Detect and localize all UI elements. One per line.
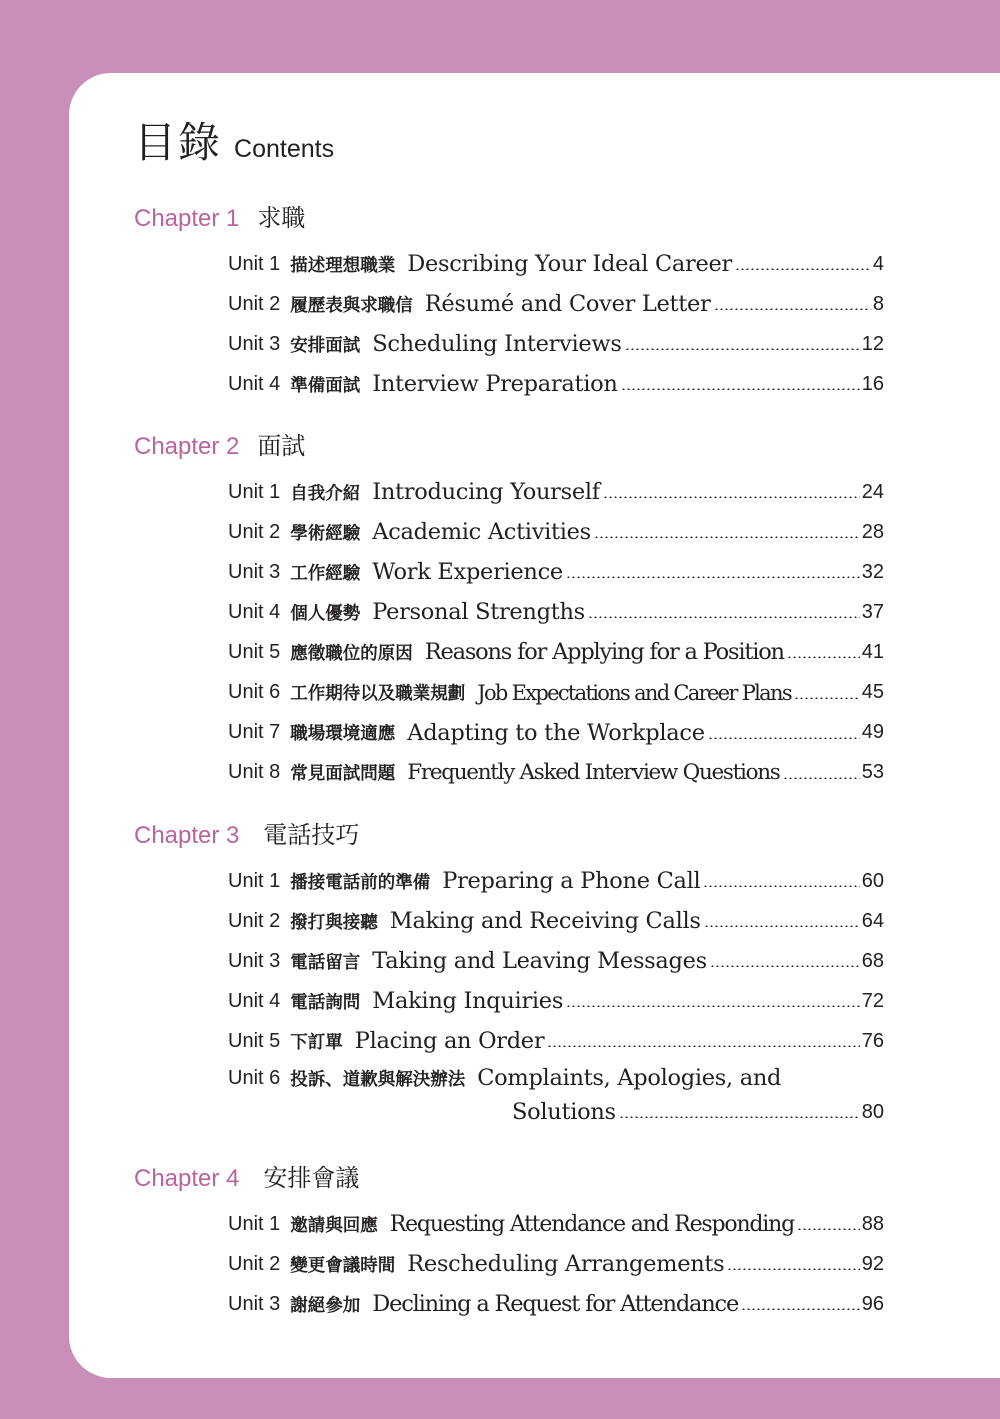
unit-title-en: Declining a Request for Attendance: [372, 1291, 739, 1318]
unit-title-zh: 邀請與回應: [290, 1215, 378, 1236]
dot-leader: [710, 965, 860, 967]
chapter-label: Chapter 2: [134, 433, 240, 460]
unit-number: Unit 8: [228, 761, 281, 784]
unit-number: Unit 3: [228, 949, 281, 972]
unit-list: [228, 244, 884, 404]
unit-number: Unit 4: [228, 989, 281, 1012]
dot-leader: [547, 1045, 859, 1047]
page-title-en: Contents: [234, 135, 335, 163]
unit-title-en: Taking and Leaving Messages: [372, 948, 707, 975]
dot-leader: [797, 1228, 860, 1230]
page-number: 96: [861, 1292, 884, 1315]
unit-title-zh: 撥打與接聽: [290, 912, 378, 933]
page-number: 80: [861, 1100, 884, 1123]
dot-leader: [619, 1116, 860, 1118]
page-number: 37: [861, 600, 884, 623]
unit-list: [228, 1204, 884, 1324]
page-number: 24: [861, 480, 884, 503]
unit-title-zh: 描述理想職業: [290, 255, 396, 276]
dot-leader: [566, 1005, 860, 1007]
entry-first-line: [228, 1061, 781, 1095]
unit-title-zh: 自我介紹: [290, 483, 361, 504]
unit-title-en: Requesting Attendance and Responding: [389, 1211, 794, 1237]
page-number: 28: [861, 520, 884, 543]
chapter-label: Chapter 4: [134, 1165, 240, 1192]
unit-title-en: Making Inquiries: [372, 988, 564, 1015]
dot-leader: [794, 697, 860, 699]
entry-second-line: [512, 1095, 884, 1129]
unit-number: Unit 2: [228, 292, 281, 315]
chapter-heading: [134, 1162, 359, 1194]
unit-title-en: Personal Strengths: [372, 599, 585, 626]
toc-entry[interactable]: [228, 861, 884, 901]
chapter-label: Chapter 1: [134, 205, 240, 232]
unit-number: Unit 3: [228, 560, 281, 583]
dot-leader: [566, 576, 860, 578]
unit-title-en: Interview Preparation: [372, 371, 618, 398]
unit-title-zh: 電話留言: [290, 952, 361, 973]
toc-entry[interactable]: [228, 713, 884, 753]
unit-title-zh: 投訴、道歉與解決辦法: [290, 1069, 466, 1090]
dot-leader: [621, 388, 860, 390]
dot-leader: [588, 616, 860, 618]
unit-title-en: Résumé and Cover Letter: [424, 291, 711, 318]
toc-entry[interactable]: [228, 364, 884, 404]
toc-entry[interactable]: [228, 1284, 884, 1324]
unit-title-zh: 工作經驗: [290, 563, 361, 584]
page-title: [134, 110, 334, 170]
unit-title-en: Describing Your Ideal Career: [407, 251, 732, 278]
unit-title-en: Adapting to the Workplace: [407, 719, 705, 746]
unit-number: Unit 4: [228, 600, 281, 623]
dot-leader: [594, 536, 860, 538]
unit-title-en: Work Experience: [372, 559, 563, 586]
dot-leader: [704, 925, 860, 927]
unit-title-zh: 變更會議時間: [290, 1255, 396, 1276]
page-number: 88: [861, 1212, 884, 1235]
unit-title-zh: 應徵職位的原因: [290, 643, 413, 664]
toc-entry[interactable]: [228, 1021, 884, 1061]
page-title-zh: 目錄: [134, 118, 223, 167]
unit-title-en: Making and Receiving Calls: [389, 908, 701, 935]
unit-title-zh: 學術經驗: [290, 523, 361, 544]
page-number: 12: [861, 332, 884, 355]
toc-entry[interactable]: [228, 592, 884, 632]
unit-number: Unit 1: [228, 869, 281, 892]
unit-title-en-continued: Solutions: [512, 1099, 616, 1126]
unit-number: Unit 5: [228, 640, 281, 663]
chapter-title-zh: 安排會議: [263, 1164, 360, 1192]
chapter-heading: [134, 430, 305, 462]
toc-entry[interactable]: [228, 244, 884, 284]
page-number: 4: [872, 252, 884, 275]
dot-leader: [741, 1308, 860, 1310]
dot-leader: [735, 268, 871, 270]
unit-title-en: Academic Activities: [372, 519, 591, 546]
unit-number: Unit 3: [228, 1292, 281, 1315]
page-number: 68: [861, 949, 884, 972]
page-number: 60: [861, 869, 884, 892]
page-number: 8: [872, 292, 884, 315]
toc-entry[interactable]: [228, 284, 884, 324]
dot-leader: [603, 496, 860, 498]
page-number: 45: [861, 681, 884, 704]
unit-title-zh: 履歷表與求職信: [290, 295, 413, 316]
toc-entry[interactable]: [228, 672, 884, 712]
page-number: 41: [861, 640, 884, 663]
toc-entry[interactable]: [228, 1061, 884, 1129]
toc-entry[interactable]: [228, 753, 884, 793]
unit-title-zh: 工作期待以及職業規劃: [290, 684, 466, 705]
toc-entry[interactable]: [228, 324, 884, 364]
unit-title-zh: 電話詢問: [290, 992, 361, 1013]
page-number: 32: [861, 560, 884, 583]
unit-title-en: Complaints, Apologies, and: [477, 1065, 782, 1092]
unit-number: Unit 1: [228, 252, 281, 275]
chapter-label: Chapter 3: [134, 822, 240, 849]
unit-title-zh: 職場環境適應: [290, 724, 396, 745]
unit-number: Unit 4: [228, 372, 281, 395]
toc-entry[interactable]: [228, 472, 884, 512]
unit-title-zh: 下訂單: [290, 1032, 343, 1053]
chapter-heading: [134, 202, 305, 234]
unit-title-zh: 謝絕參加: [290, 1295, 361, 1316]
unit-number: Unit 2: [228, 520, 281, 543]
toc-entry[interactable]: [228, 552, 884, 592]
dot-leader: [714, 308, 871, 310]
dot-leader: [703, 885, 859, 887]
page-number: 49: [861, 721, 884, 744]
chapter-title-zh: 求職: [257, 204, 306, 232]
unit-list: [228, 472, 884, 793]
unit-number: Unit 6: [228, 681, 281, 704]
unit-title-en: Frequently Asked Interview Questions: [407, 760, 780, 786]
unit-title-en: Reasons for Applying for a Position: [424, 639, 784, 666]
unit-title-en: Scheduling Interviews: [372, 331, 622, 358]
unit-title-zh: 準備面試: [290, 375, 361, 396]
page-number: 72: [861, 989, 884, 1012]
toc-entry[interactable]: [228, 512, 884, 552]
unit-title-en: Job Expectations and Career Plans: [477, 680, 791, 705]
unit-number: Unit 5: [228, 1029, 281, 1052]
toc-entry[interactable]: [228, 901, 884, 941]
toc-entry[interactable]: [228, 1244, 884, 1284]
unit-number: Unit 3: [228, 332, 281, 355]
unit-number: Unit 2: [228, 1252, 281, 1275]
unit-title-en: Placing an Order: [354, 1028, 545, 1055]
unit-number: Unit 2: [228, 909, 281, 932]
unit-title-en: Introducing Yourself: [372, 479, 600, 506]
dot-leader: [708, 737, 860, 739]
page-number: 53: [861, 761, 884, 784]
chapter-title-zh: 電話技巧: [263, 821, 360, 849]
unit-number: Unit 7: [228, 721, 281, 744]
page-number: 16: [861, 372, 884, 395]
dot-leader: [727, 1268, 859, 1270]
unit-number: Unit 1: [228, 1212, 281, 1235]
page-number: 92: [861, 1252, 884, 1275]
toc-entry[interactable]: [228, 981, 884, 1021]
page-number: 64: [861, 909, 884, 932]
toc-entry[interactable]: [228, 941, 884, 981]
unit-title-zh: 播接電話前的準備: [290, 872, 431, 893]
chapter-heading: [134, 819, 359, 851]
dot-leader: [783, 777, 860, 779]
unit-title-zh: 安排面試: [290, 335, 361, 356]
toc-entry[interactable]: [228, 632, 884, 672]
unit-title-en: Rescheduling Arrangements: [407, 1251, 725, 1278]
unit-title-zh: 個人優勢: [290, 603, 361, 624]
chapter-title-zh: 面試: [257, 432, 306, 460]
dot-leader: [625, 348, 860, 350]
page-number: 76: [861, 1029, 884, 1052]
unit-title-zh: 常見面試問題: [290, 764, 396, 785]
unit-title-en: Preparing a Phone Call: [442, 868, 701, 895]
unit-number: Unit 1: [228, 480, 281, 503]
unit-number: Unit 6: [228, 1066, 281, 1089]
unit-list: [228, 861, 884, 1129]
toc-entry[interactable]: [228, 1204, 884, 1244]
dot-leader: [787, 656, 860, 658]
